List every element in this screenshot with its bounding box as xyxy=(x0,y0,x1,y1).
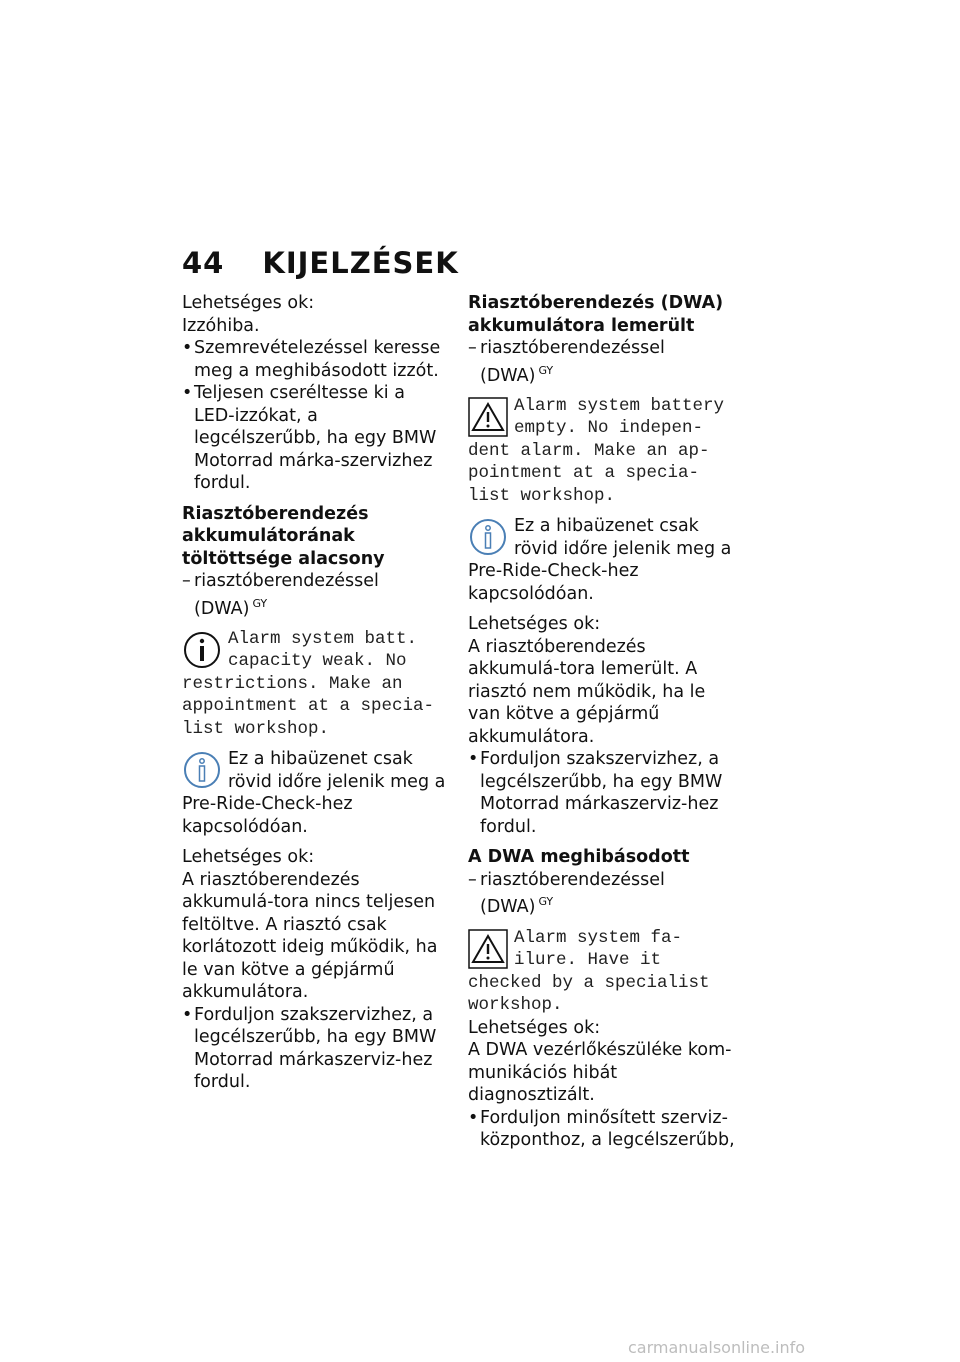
message-notice xyxy=(182,628,450,741)
display-message: Alarm system battery empty. No indepen-dent alarm. Make an ap-pointment at a specia-list workshop. xyxy=(468,395,725,506)
section-heading: A DWA meghibásodott xyxy=(468,847,690,868)
message-notice xyxy=(468,927,736,1017)
page-title: KIJELZÉSEK xyxy=(262,246,459,280)
display-message: Alarm system fa-ilure. Have it checked by a specialist workshop. xyxy=(468,927,710,1016)
bullet-item: • Szemrevételezéssel keresse meg a meghibásodott izzót. xyxy=(182,337,450,382)
possible-cause-label: Lehetséges ok: xyxy=(182,293,315,313)
condition-line: – riasztóberendezéssel (DWA) $^{GY}$ xyxy=(468,337,736,387)
bullet-item: • Forduljon minősített szerviz-központhoz, a legcélszerűbb, xyxy=(468,1107,736,1152)
condition-line: – riasztóberendezéssel (DWA) $^{GY}$ xyxy=(182,570,450,620)
left-column xyxy=(182,292,450,1094)
condition-line: – riasztóberendezéssel (DWA) $^{GY}$ xyxy=(468,869,736,919)
possible-cause-label: Lehetséges ok: xyxy=(182,847,315,868)
watermark: carmanualsonline.info xyxy=(628,1338,806,1357)
display-message: Alarm system batt. capacity weak. No restrictions. Make an appointment at a specia-list workshop. xyxy=(182,628,435,739)
info-notice xyxy=(468,515,736,605)
cause-text: A riasztóberendezés akkumulá-tora lemerült. A riasztó nem működik, ha le van kötve a gépjármű akkumulátora. xyxy=(468,636,706,747)
possible-cause-label: Lehetséges ok: xyxy=(468,614,601,635)
warning-triangle-icon xyxy=(468,929,508,969)
info-text: Ez a hibaüzenet csak rövid időre jelenik meg a Pre-Ride-Check-hez kapcsolódóan. xyxy=(182,749,446,837)
bullet-item: • Forduljon szakszervizhez, a legcélszerűbb, ha egy BMW Motorrad márkaszerviz-hez fordul. xyxy=(468,748,736,838)
page-header xyxy=(182,246,459,280)
info-icon xyxy=(182,750,222,790)
bullet-item: • Teljesen cseréltesse ki a LED-izzókat, a legcélszerűbb, ha egy BMW Motorrad márka-szervizhez fordul. xyxy=(182,382,450,495)
info-text: Ez a hibaüzenet csak rövid időre jelenik meg a Pre-Ride-Check-hez kapcsolódóan. xyxy=(468,516,732,604)
cause-text: A riasztóberendezés akkumulá-tora nincs teljesen feltöltve. A riasztó csak korlátozott ideig működik, ha le van kötve a gépjármű akkumulátora. xyxy=(182,869,438,1003)
right-column xyxy=(468,292,736,1152)
section-heading: Riasztóberendezés akkumulátorának töltöttsége alacsony xyxy=(182,503,385,569)
info-icon xyxy=(468,517,508,557)
cause-text: Izzóhiba. xyxy=(182,315,260,336)
message-notice xyxy=(468,395,736,508)
page-number: 44 xyxy=(182,246,225,280)
section-heading: Riasztóberendezés (DWA) akkumulátora lemerült xyxy=(468,293,724,336)
info-notice xyxy=(182,748,450,838)
cause-text: A DWA vezérlőkészüléke kom-munikációs hibát diagnosztizált. xyxy=(468,1040,732,1106)
warning-triangle-icon xyxy=(468,397,508,437)
bullet-item: • Forduljon szakszervizhez, a legcélszerűbb, ha egy BMW Motorrad márkaszerviz-hez fordul. xyxy=(182,1004,450,1094)
info-icon xyxy=(182,630,222,670)
possible-cause-label: Lehetséges ok: xyxy=(468,1017,601,1038)
